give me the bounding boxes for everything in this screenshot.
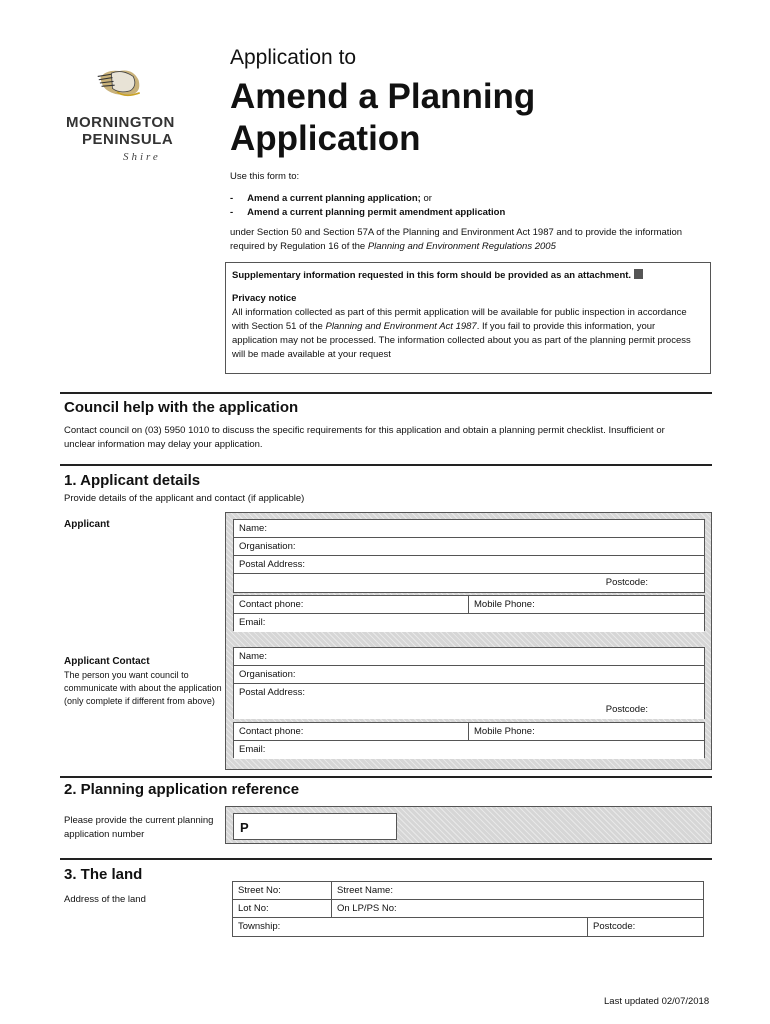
logo-line-3: Shire [123, 151, 161, 163]
applicant-postal-field[interactable]: Postal Address: [234, 556, 704, 574]
contact-mobile-phone-field[interactable]: Mobile Phone: [469, 723, 704, 741]
bullet-1: Amend a current planning application; [247, 193, 421, 204]
application-number-panel [225, 806, 712, 844]
applicant-postcode-field[interactable]: Postcode: [234, 574, 704, 592]
supplementary-info-box: Supplementary information requested in this form should be provided as an attachment. Privacy notice All information collected as part of this permit application will be available for public inspection in accordance with Section 51 of the Planning and Environment Act 1987. If you fail to provide this information, your application may not be processed. The information collected about you as part of the planning permit process will be made available at your request [225, 262, 711, 374]
section-1-title: 1. Applicant details [64, 472, 201, 489]
applicant-organisation-field[interactable]: Organisation: [234, 538, 704, 556]
bullet-2: Amend a current planning permit amendment application [247, 207, 506, 218]
attachment-icon [634, 269, 643, 279]
contact-organisation-field[interactable]: Organisation: [234, 666, 704, 684]
divider [60, 464, 712, 466]
applicant-contact-phone-field[interactable]: Contact phone: [234, 596, 468, 614]
contact-email-field[interactable]: Email: [234, 741, 704, 759]
land-address-label: Address of the land [64, 894, 146, 905]
contact-postal-field[interactable]: Postal Address: [234, 684, 704, 702]
applicant-address-box [233, 519, 705, 593]
bullet-list: - Amend a current planning application; or - Amend a current planning permit amendment application [230, 193, 506, 218]
applicant-email-field[interactable]: Email: [234, 614, 704, 632]
divider [60, 858, 712, 860]
land-postcode-field[interactable]: Postcode: [588, 918, 703, 936]
section-2-label: Please provide the current planning application number [64, 815, 214, 840]
contact-address-box [233, 647, 705, 719]
last-updated: Last updated 02/07/2018 [604, 996, 710, 1007]
street-no-field[interactable]: Street No: [233, 882, 331, 900]
applicant-contact-box [233, 595, 705, 631]
logo-line-2: PENINSULA [82, 131, 174, 148]
contact-contact-phone-field[interactable]: Contact phone: [234, 723, 468, 741]
applicant-label: Applicant [64, 519, 110, 530]
under-section-text: under Section 50 and Section 57A of the Planning and Environment Act 1987 and to provide the information required by Regulation 16 of the Planning and Environment Regulations 2005 [230, 227, 683, 252]
privacy-title: Privacy notice [232, 293, 297, 304]
applicant-name-field[interactable]: Name: [234, 520, 704, 538]
application-number-field[interactable]: P [233, 813, 397, 840]
section-2-title: 2. Planning application reference [64, 781, 300, 798]
applicant-details-panel [225, 512, 712, 770]
contact-postcode-field[interactable]: Postcode: [234, 701, 704, 719]
lp-ps-no-field[interactable]: On LP/PS No: [332, 900, 703, 918]
street-name-field[interactable]: Street Name: [332, 882, 703, 900]
shell-logo-icon [95, 58, 185, 108]
township-field[interactable]: Township: [233, 918, 587, 936]
section-3-title: 3. The land [64, 866, 143, 883]
contact-phone-box [233, 722, 705, 758]
divider [60, 392, 712, 394]
privacy-text: All information collected as part of this permit application will be available for public inspection in accordance [232, 307, 687, 318]
contact-name-field[interactable]: Name: [234, 648, 704, 666]
council-help-text: Contact council on (03) 5950 1010 to discuss the specific requirements for this application and obtain a planning permit checklist. Insufficient or unclear information may delay your application. [64, 425, 665, 450]
pre-title: Application to [230, 46, 357, 69]
lot-no-field[interactable]: Lot No: [233, 900, 331, 918]
section-1-subtitle: Provide details of the applicant and contact (if applicable) [64, 493, 305, 504]
use-text: Use this form to: [230, 171, 300, 182]
supp-headline: Supplementary information requested in this form should be provided as an attachment. [232, 270, 632, 281]
land-address-box [232, 881, 704, 937]
page-title: Amend a Planning Application [230, 77, 536, 158]
applicant-contact-block: Applicant Contact The person you want council to communicate with about the application (only complete if different from above) [64, 656, 222, 706]
divider [60, 776, 712, 778]
council-help-title: Council help with the application [64, 399, 299, 416]
logo-line-1: MORNINGTON [66, 114, 175, 131]
applicant-mobile-phone-field[interactable]: Mobile Phone: [469, 596, 704, 614]
